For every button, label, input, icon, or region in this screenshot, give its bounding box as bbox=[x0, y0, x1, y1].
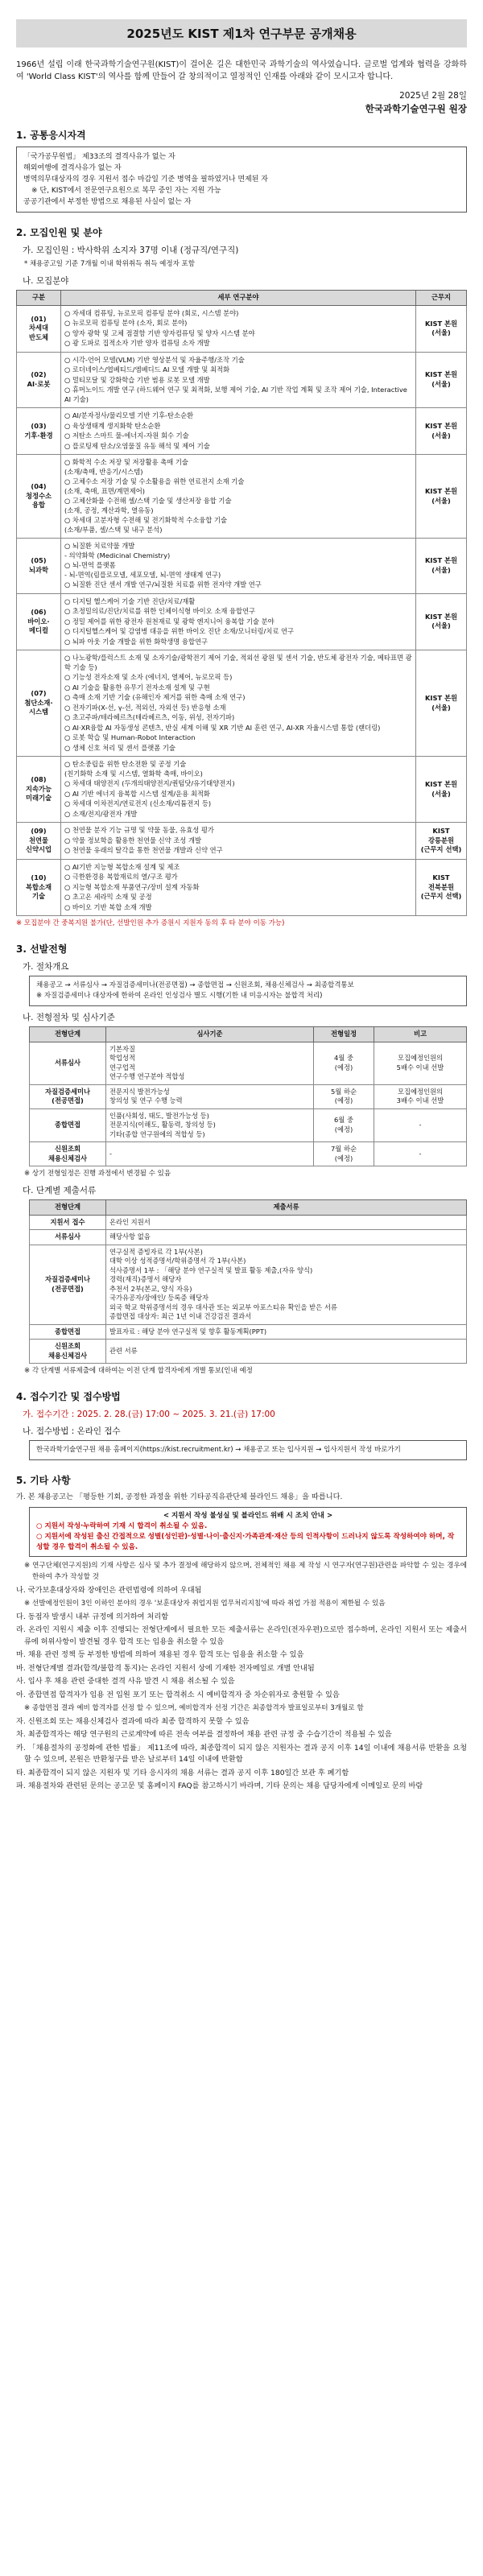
field-area: (06) 바이오· 메디컬 bbox=[17, 593, 61, 650]
document-items: 연구실적 증빙자료 각 1부(사본) 대학 이상 성적증명서/학위증명서 각 1부(사본) 석사증명서 1부 : 「해당 분야 연구실적 및 발표 활동 제출,(자유 양식) 경력(재직)증명서 해당자 추천서 2부(본교, 양식 자유) 국가유공자/장애인/ 등록증 해당자 외국 학교 학위증명서의 경우 대사관 또는 외교부 아포스티유 확인을 받은 서류 종합면접 대상자: 최근 1년 이내 건강검진 결과서 bbox=[106, 1245, 467, 1324]
section-4-title: 4. 접수기간 및 접수방법 bbox=[16, 1391, 121, 1402]
etc-item: 아. 종합면접 합격자가 임용 전 입원 포기 또는 합격취소 시 예비합격자 중 차순위자로 충원할 수 있음 bbox=[16, 1690, 340, 1699]
document-stage: 신원조회 채용신체검사 bbox=[30, 1340, 106, 1364]
field-detail-item: ○ 탄소중립을 위한 탄소전환 및 공정 기술 (친기화학 소재 및 시스템, 열화학 축매, 바이오) bbox=[64, 760, 203, 778]
etc-item: 다. 동점자 발생시 내부 규정에 의거하여 처리함 bbox=[16, 1612, 169, 1621]
etc-list bbox=[16, 1492, 467, 1504]
recruit-fields-heading: 나. 모집분야 bbox=[23, 276, 69, 286]
document-stage: 지원서 접수 bbox=[30, 1215, 106, 1230]
documents-table-body bbox=[30, 1215, 467, 1364]
field-detail-item: ○ AI 기술을 활용한 유무기 전자소재 설계 및 구현 bbox=[64, 683, 210, 691]
stage-criteria: 인품(사회성, 태도, 발전가능성 등) 전문지식(이해도, 활동력, 창의성 등) 기타(종합 연구원에의 적합성 등) bbox=[106, 1108, 314, 1142]
etc-item: 파. 채용절차와 관련된 문의는 공고문 및 홈페이지 FAQ를 참고하시기 바라며, 기타 문의는 채용 담당자에게 이메일로 문의 바람 bbox=[16, 1781, 423, 1790]
blind-warning-line: ○ 지원서에 작성된 출신 간접적으로 성별(성인판)·성별·나이·출신지·가족관계·재산 등의 인적사항이 드러나지 않도록 작성하여야 하며, 작성할 경우 합격이 취소될 수 있음. bbox=[36, 1532, 455, 1551]
field-location: KIST 본원 (서울) bbox=[416, 757, 467, 823]
stage-remark: 모집예정인원의 5배수 이내 선발 bbox=[374, 1042, 467, 1084]
field-location: KIST 본원 (서울) bbox=[416, 539, 467, 594]
etc-item: 타. 최종합격이 되지 않은 지원자 및 기타 응시자의 채용 서류는 결과 공지 이후 180일간 보관 후 폐기함 bbox=[16, 1768, 349, 1777]
qualification-item: 해외여행에 결격사유가 없는 자 bbox=[23, 164, 122, 172]
document-stage: 종합면접 bbox=[30, 1324, 106, 1340]
stage-remark: - bbox=[374, 1108, 467, 1142]
stage-criteria: - bbox=[106, 1142, 314, 1166]
document-row bbox=[30, 1245, 467, 1324]
doc-header-stage: 전형단계 bbox=[30, 1200, 106, 1216]
fields-table bbox=[16, 290, 467, 916]
application-period: 가. 접수기간 : 2025. 2. 28.(금) 17:00 ~ 2025. 3. 21.(금) 17:00 bbox=[23, 1410, 275, 1419]
field-detail-item: ○ 전자기파(X-선, γ-선, 적외선, 자외선 등) 반응형 소재 bbox=[64, 703, 226, 712]
document-row bbox=[30, 1324, 467, 1340]
etc-item: 라. 온라인 지원시 제출 이후 진행되는 전형단계에서 필요한 모든 제출서류는 온라인(전자우편)으로만 접수하며, 온라인 지원서 또는 제출서류에 허위사항이 발견될 경우 합격 또는 임용을 취소할 수 있음 bbox=[16, 1625, 467, 1646]
field-detail-item: ○ 고체산화물 수전해 셀/스택 기술 및 생산저장 융합 기술 (소재, 공정, 계산과학, 열유동) bbox=[64, 497, 232, 514]
stage-date: 4월 중 (예정) bbox=[314, 1042, 374, 1084]
field-detail-item: ○ 로더네이스/엽베티드/엠베디드 AI 모델 개발 및 최적화 bbox=[64, 365, 230, 374]
field-row bbox=[17, 859, 467, 916]
fields-table-body bbox=[17, 305, 467, 916]
documents-heading: 다. 단계별 제출서류 bbox=[23, 1186, 97, 1195]
recruit-count-note: * 채용공고일 기준 7개월 이내 학위취득 취득 예정자 포함 bbox=[24, 260, 195, 268]
field-detail-item: ○ 뇌질환 진단 센서 개발 연구/뇌질환 치료를 위한 전자약 개발 연구 bbox=[64, 580, 262, 588]
field-area: (04) 청정수소 융합 bbox=[17, 455, 61, 539]
stage-header-name: 전형단계 bbox=[30, 1027, 106, 1042]
stage-date: 7월 하순 (예정) bbox=[314, 1142, 374, 1166]
field-detail-item: ○ 화학적 수소 저장 및 저장활용 촉매 기술 (소재/축매, 반응기/시스템) bbox=[64, 458, 188, 476]
field-detail-item: ○ 차세대 태양전지 (두개의태양전지/퀀텀닷/유기태양전지) bbox=[64, 779, 235, 787]
field-detail-item: ○ 시각-언어 모델(VLM) 기반 영상분석 및 자율주행/조작 기술 bbox=[64, 355, 245, 364]
documents-note: ※ 각 단계별 서류제출에 대하여는 이전 단계 합격자에게 개별 통보(인내 예정 bbox=[24, 1367, 253, 1375]
stage-row bbox=[30, 1142, 467, 1166]
section-2-title: 2. 모집인원 및 분야 bbox=[16, 227, 102, 238]
field-detail-item: ○ 지능형 복합소재 부품연구/장비 설계 자동화 bbox=[64, 882, 200, 891]
qualification-item: 공공기관에서 부정한 방법으로 채용된 사실이 없는 자 bbox=[23, 198, 192, 206]
field-detail-item: ○ 플로팅제 탄소/오염물질 유동 해석 및 제어 기술 bbox=[64, 441, 210, 450]
page bbox=[16, 0, 467, 1793]
document-stage: 자질검증세미나 (전공면접) bbox=[30, 1245, 106, 1324]
field-detail-item: ○ 나노광학/플럭스트 소재 및 소자기술/광학전기 제어 기술, 적외선 광원 및 센서 기술, 반도체 광전자 기술, 메타표면 광학 기술 등) bbox=[64, 654, 412, 671]
field-area: (03) 기후·환경 bbox=[17, 408, 61, 455]
fields-footnote: ※ 모집분야 간 중복지원 불가(단, 선발인원 추가 증원시 지원자 동의 후 타 분야 이동 가능) bbox=[16, 919, 285, 927]
stage-criteria: 전문지식 발전가능성 창의성 및 연구 수행 능력 bbox=[106, 1084, 314, 1108]
application-method: 나. 접수방법 : 온라인 접수 bbox=[23, 1426, 121, 1436]
stage-header-criteria: 심사기준 bbox=[106, 1027, 314, 1042]
field-area: (10) 복합소재 기술 bbox=[17, 859, 61, 916]
field-detail-item: ○ 뉴로모픽 컴퓨팅 분야 (소자, 회로 분야) bbox=[64, 319, 188, 327]
etc-items bbox=[16, 1560, 467, 1793]
field-details bbox=[61, 408, 416, 455]
stage-criteria-heading: 나. 전형절차 및 심사기준 bbox=[23, 1013, 115, 1022]
field-details bbox=[61, 539, 416, 594]
section-1-title: 1. 공통응시자격 bbox=[16, 130, 86, 141]
signature-block bbox=[16, 89, 467, 115]
stage-row bbox=[30, 1042, 467, 1084]
field-row bbox=[17, 757, 467, 823]
field-area: (08) 지속가능 미래기술 bbox=[17, 757, 61, 823]
field-detail-item: ○ AI기반 지능형 복합소재 설계 및 제조 bbox=[64, 862, 180, 871]
field-area: (09) 천연물 신약시업 bbox=[17, 823, 61, 860]
org-name: 한국과학기술연구원 원장 bbox=[365, 103, 467, 114]
field-detail-item: ○ 광 도파로 집적소자 기반 양자 컴퓨팅 소자 개발 bbox=[64, 339, 210, 347]
field-detail-item: ○ 자세대 컴퓨팅, 뉴로모픽 컴퓨팅 분야 (회로, 시스템 분야) bbox=[64, 308, 239, 317]
field-row bbox=[17, 455, 467, 539]
stage-criteria: 기본자질 학업성적 연구업적 연구수행 연구분야 적합성 bbox=[106, 1042, 314, 1084]
field-area: (02) AI·로봇 bbox=[17, 352, 61, 408]
field-row bbox=[17, 823, 467, 860]
field-detail-item: ○ AI/분자정사/물리모델 기반 기후-탄소순환 bbox=[64, 411, 194, 419]
qualification-item: 병역의무대상자의 경우 지원서 접수 마감일 기준 병역을 필하였거나 면제된 자 bbox=[23, 175, 268, 184]
field-detail-item: ○ AI 기반 에너지 융복합 시스템 설계/운용 최적화 bbox=[64, 789, 210, 798]
application-url-box: 한국과학기술연구원 채용 홈페이지(https://kist.recruitment.kr) → 채용공고 또는 입사지원 → 입사지원서 작성 바로가기 bbox=[29, 1440, 467, 1460]
field-location: KIST 본원 (서울) bbox=[416, 650, 467, 757]
blind-warning-line: ○ 지원서 작성·누락하여 기재 시 합격이 취소될 수 있음. bbox=[36, 1521, 208, 1530]
stage-name: 자질검증세미나 (전공면접) bbox=[30, 1084, 106, 1108]
field-details bbox=[61, 823, 416, 860]
section-5-title: 5. 기타 사항 bbox=[16, 1475, 71, 1486]
field-location: KIST 본원 (서울) bbox=[416, 455, 467, 539]
stage-name: 종합면접 bbox=[30, 1108, 106, 1142]
field-detail-item: ○ 초고온 세라믹 소재 및 공정 bbox=[64, 893, 152, 901]
field-detail-item: ○ 초고주파/테라헤르츠(테라헤르츠, 이동, 위성, 전자기파) bbox=[64, 713, 235, 721]
document-items: 해당사항 없음 bbox=[106, 1230, 467, 1245]
document-row bbox=[30, 1340, 467, 1364]
header-detail: 세부 연구분야 bbox=[61, 291, 416, 306]
blind-warning-box bbox=[29, 1507, 467, 1557]
document-items: 관련 서류 bbox=[106, 1340, 467, 1364]
header-location: 근무지 bbox=[416, 291, 467, 306]
field-detail-item: ○ 휴머노이드 개발 연구 (하드웨어 연구 및 최적화, 보행 제어 기술, AI 기반 작업 계획 및 조작 제어 기술, Interactive AI 기술) bbox=[64, 386, 407, 403]
stage-header-date: 전형일정 bbox=[314, 1027, 374, 1042]
document-stage: 서류심사 bbox=[30, 1230, 106, 1245]
field-location: KIST 본원 (서울) bbox=[416, 593, 467, 650]
qualification-box bbox=[16, 147, 467, 213]
field-detail-item: ○ AI·XR융합 AI 자동생성 콘텐츠, 반실 세계 이해 및 XR 기반 AI 훈련 연구, AI-XR 자율시스템 통합 (랜더링) bbox=[64, 723, 381, 732]
field-row bbox=[17, 539, 467, 594]
field-detail-item: ○ 뇌파 아웃 기술 개발을 위한 화학생명 융합연구 bbox=[64, 637, 208, 646]
etc-item: ※ 연구단체(연구지원)의 기재 사항은 심사 및 추가 결정에 해당하지 않으며, 전체적인 채용 제 작성 시 연구자(연구원)관련을 파악할 수 있는 경우에 한하여 추가 작성할 것 bbox=[24, 1561, 467, 1581]
field-details bbox=[61, 593, 416, 650]
field-details bbox=[61, 650, 416, 757]
field-detail-item: ○ 뇌질환 치료약물 개발 - 의약화학 (Medicinal Chemistry) bbox=[64, 542, 171, 559]
field-location: KIST 본원 (서울) bbox=[416, 352, 467, 408]
stage-name: 서류심사 bbox=[30, 1042, 106, 1084]
stage-date: 6월 중 (예정) bbox=[314, 1108, 374, 1142]
document-row bbox=[30, 1230, 467, 1245]
field-row bbox=[17, 352, 467, 408]
field-detail-item: ○ 극한환경용 복합재료의 열/구조 평가 bbox=[64, 873, 178, 881]
document-items: 온라인 지원서 bbox=[106, 1215, 467, 1230]
etc-item: 사. 입사 후 채용 관련 중대한 결격 사유 발견 시 채용 취소될 수 있음 bbox=[16, 1677, 235, 1686]
stage-remark: 모집예정인원의 3배수 이내 선발 bbox=[374, 1084, 467, 1108]
intro-paragraph: 1966년 설립 이래 한국과학기술연구원(KIST)이 걸어온 길은 대한민국 과학기술의 역사였습니다. 글로벌 업계와 협력을 강화하여 'World Class KIST'의 역사를 함께 만들어 갈 창의적이고 열정적인 인재를 아래와 같이 모시고자 합니다. bbox=[16, 60, 467, 81]
documents-table bbox=[29, 1199, 467, 1364]
process-overview-heading: 가. 절차개요 bbox=[23, 962, 69, 972]
etc-item: 나. 국가보훈대상자와 장애인은 관련법령에 의하여 우대됨 bbox=[16, 1585, 202, 1595]
field-row bbox=[17, 593, 467, 650]
field-detail-item: ○ 약물 정보학을 활용한 천연물 신약 조성 개발 bbox=[64, 836, 201, 844]
stage-row bbox=[30, 1108, 467, 1142]
notice-date: 2025년 2월 28일 bbox=[399, 91, 467, 101]
field-location: KIST 본원 (서울) bbox=[416, 305, 467, 352]
qualification-item: 「국가공무원법」 제33조의 결격사유가 없는 자 bbox=[23, 153, 175, 161]
etc-item: ※ 종합면접 결과 예비 합격자를 선정 할 수 있으며, 예비합격자 선정 기간은 최종합격자 발표일로부터 3개월로 함 bbox=[24, 1704, 364, 1712]
field-detail-item: ○ 정밀 제어를 위한 광전자 원천재료 및 광학 엔지니어 융복합 기술 분야 bbox=[64, 617, 275, 625]
process-note: ※ 자질검증세미나 대상자에 한하여 온라인 인성검사 별도 시행(기한 내 미응시자는 불합격 처리) bbox=[36, 992, 323, 1000]
field-detail-item: ○ 측매 소재 기반 기술 (유해인자 제거를 위한 측매 소재 연구) bbox=[64, 693, 246, 701]
stage-note: ※ 상기 전형일정은 진행 과정에서 변경될 수 있음 bbox=[24, 1170, 171, 1178]
field-detail-item: ○ 디지털 헬스케어 기술 기반 진단/치료/재활 bbox=[64, 597, 196, 605]
stage-header-remark: 비고 bbox=[374, 1027, 467, 1042]
etc-item: 카. 「채용절차의 공정화에 관한 법률」 제11조에 따라, 최종합격이 되지 않은 지원자는 결과 공지 이후 14일 이내에 채용서류 반환을 요청할 수 있으며, 본원은 반환청구를 받은 날로부터 14일 이내에 반환함 bbox=[16, 1743, 467, 1764]
stage-table-header bbox=[30, 1027, 467, 1042]
field-area: (01) 차세대 반도체 bbox=[17, 305, 61, 352]
field-row bbox=[17, 305, 467, 352]
doc-header-items: 제출서류 bbox=[106, 1200, 467, 1216]
etc-item: 차. 최종합격자는 해당 연구원의 근로계약에 따른 전속 여부를 결정하여 채용 관련 규정 중 수습기간이 적용될 수 있음 bbox=[16, 1730, 392, 1739]
field-detail-item: ○ 생체 신호 처리 및 센서 플랫폼 기술 bbox=[64, 743, 175, 752]
field-detail-item: ○ 초정밀의료/진단/치료를 위한 인체이식형 바이오 소재 융합연구 bbox=[64, 607, 256, 615]
document-items: 발표자료 : 해당 분야 연구실적 및 향후 활동계획(PPT) bbox=[106, 1324, 467, 1340]
field-detail-item: ○ 기능성 전자소재 및 소자 (에너지, 열제어, 뉴로모픽 등) bbox=[64, 673, 233, 681]
page-title: 2025년도 KIST 제1차 연구부문 공개채용 bbox=[16, 19, 467, 47]
field-detail-item: ○ 로봇 학습 및 Human-Robot Interaction bbox=[64, 733, 196, 741]
fields-table-header bbox=[17, 291, 467, 306]
field-detail-item: ○ 뇌-면역 플랫폼 - 뇌-면역(림플로모넬, 세포모델, 뇌-면역 생태계 연구) bbox=[64, 561, 221, 579]
field-detail-item: ○ 디지털헬스케어 및 감염병 대응을 위한 바이오 진단 소재/모니터링/치료 연구 bbox=[64, 627, 295, 635]
field-location: KIST 전북분원 (근무지 선택) bbox=[416, 859, 467, 916]
stage-row bbox=[30, 1084, 467, 1108]
process-box bbox=[29, 976, 467, 1006]
field-row bbox=[17, 408, 467, 455]
process-flow: 채용공고 → 서류심사 → 자질검증세미나(전공면접) → 종합면접 → 신원조회, 채용신체검사 → 최종합격통보 bbox=[36, 981, 354, 989]
field-detail-item: ○ 바이오 기반 복합 소재 개발 bbox=[64, 902, 152, 911]
field-detail-item: ○ 육상생태계 생지화학 탄소순환 bbox=[64, 421, 161, 430]
stage-name: 신원조회 채용신체검사 bbox=[30, 1142, 106, 1166]
field-details bbox=[61, 757, 416, 823]
field-details bbox=[61, 859, 416, 916]
etc-item: 마. 채용 관련 정책 등 부정한 방법에 의하여 채용된 경우 합격 또는 임용을 취소할 수 있음 bbox=[16, 1650, 304, 1659]
stage-date: 5월 하순 (예정) bbox=[314, 1084, 374, 1108]
recruit-count: 가. 모집인원 : 박사학위 소지자 37명 이내 (정규직/연구직) bbox=[23, 246, 239, 255]
field-details bbox=[61, 455, 416, 539]
etc-item-blind: 가. 본 채용공고는 「평등한 기회, 공정한 과정을 위한 기타공직유관단체 블라인드 채용」을 따릅니다. bbox=[16, 1492, 343, 1501]
field-detail-item: ○ 저탄소 스마트 물-에너지-자원 회수 기술 bbox=[64, 431, 189, 440]
field-area: (07) 첨단소재· 시스템 bbox=[17, 650, 61, 757]
field-detail-item: ○ 천연물 유래의 탈각을 통한 천연물 개발과 신약 연구 bbox=[64, 846, 223, 854]
field-row bbox=[17, 650, 467, 757]
field-location: KIST 강릉분원 (근무지 선택) bbox=[416, 823, 467, 860]
field-detail-item: ○ 소재/전지/광전자 개발 bbox=[64, 809, 138, 818]
documents-table-header bbox=[30, 1200, 467, 1216]
field-details bbox=[61, 352, 416, 408]
field-detail-item: ○ 양자 광학 및 고체 점결함 기반 양자컴퓨팅 및 양자 시스템 분야 bbox=[64, 328, 255, 337]
section-3-title: 3. 선발전형 bbox=[16, 943, 68, 955]
etc-item: ※ 선발예정인원이 3인 이하인 분야의 경우 '보훈대상자 취업지원 업무처리지침'에 따라 취업 가점 적용이 제한될 수 있음 bbox=[24, 1600, 386, 1608]
stage-remark: - bbox=[374, 1142, 467, 1166]
field-details bbox=[61, 305, 416, 352]
header-category: 구분 bbox=[17, 291, 61, 306]
field-area: (05) 뇌과학 bbox=[17, 539, 61, 594]
qualification-item: ※ 단, KIST에서 전문연구요원으로 복무 중인 자는 지원 가능 bbox=[31, 187, 221, 195]
field-detail-item: ○ 차세대 고분자형 수전해 및 전기화학적 수소융합 기술 (소재/부품, 셀/스택 및 내구 분석) bbox=[64, 516, 228, 534]
field-detail-item: ○ 차세대 이차전지/연료전지 (신소재/리튬전지 등) bbox=[64, 799, 212, 807]
field-detail-item: ○ 멀티모달 및 강화학습 기반 범용 로봇 모델 개발 bbox=[64, 375, 210, 384]
etc-item: 바. 전형단계별 결과(합격/불합격 통지)는 온라인 지원서 상에 기재한 전자메일로 개별 안내됨 bbox=[16, 1663, 315, 1673]
stage-table-body bbox=[30, 1042, 467, 1166]
field-detail-item: ○ 고체수소 저장 기술 및 수소활용을 위한 연료전지 소재 기술 (소재, 축매, 표면/계면제어) bbox=[64, 477, 245, 495]
document-row bbox=[30, 1215, 467, 1230]
stage-table bbox=[29, 1026, 467, 1166]
field-location: KIST 본원 (서울) bbox=[416, 408, 467, 455]
blind-warning-title: < 지원서 작성 불성실 및 블라인드 위배 시 조치 안내 > bbox=[163, 1511, 333, 1520]
etc-item: 자. 신원조회 또는 채용신체검사 결과에 따라 최종 합격하지 못할 수 있음 bbox=[16, 1716, 250, 1726]
field-detail-item: ○ 천연물 분자 기능 규명 및 약물 동물, 유효성 평가 bbox=[64, 826, 214, 834]
